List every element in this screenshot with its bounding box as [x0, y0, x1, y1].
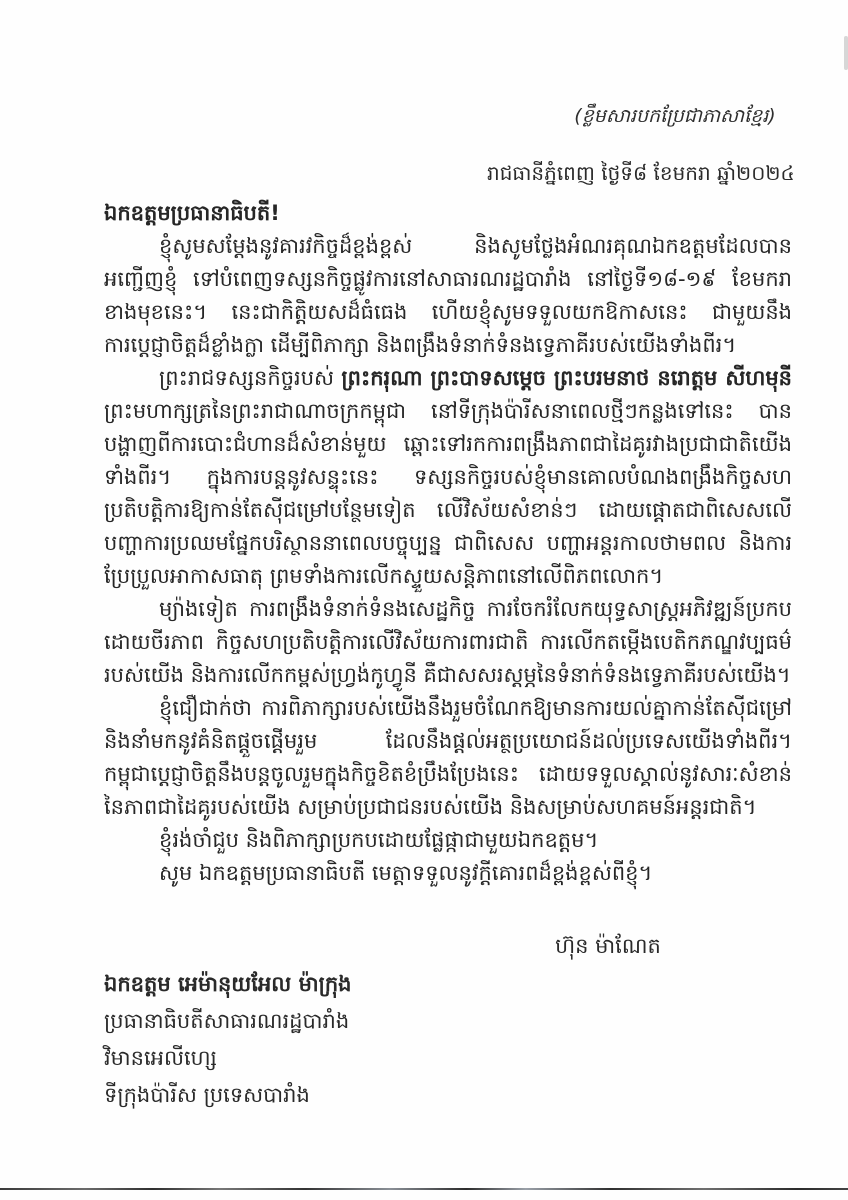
- paragraph-4-text: ខ្ញុំជឿជាក់ថា ការពិភាក្សារបស់យើងនឹងរួមចំណែកឱ្យមានការយល់គ្នាកាន់តែស៊ីជម្រៅ និងនាំមកនូវគំនិតផ្តួចផ្តើមរួម ដែលនឹងផ្តល់អត្ថប្រយោជន៍ដល់ប្រទេសយើងទាំងពីរ។ កម្ពុជាប្តេជ្ញាចិត្តនឹងបន្តចូលរួមក្នុងកិច្ចខិតខំប្រឹងប្រែងនេះ ដោយទទួលស្គាល់នូវសារៈសំខាន់នៃភាពជាដៃគូរបស់យើង សម្រាប់ប្រជាជនរបស់យើង និងសម្រាប់សហគមន៍អន្តរជាតិ។: [104, 696, 792, 819]
- paragraph-2-lead: ព្រះរាជទស្សនកិច្ចរបស់: [159, 366, 342, 390]
- signature-name: ហ៊ុន ម៉ាណែត: [555, 934, 661, 958]
- paragraph-6-text: សូម ឯកឧត្តមប្រធានាធិបតី មេត្តាទទួលនូវក្តីគោរពដ៏ខ្ពង់ខ្ពស់ពីខ្ញុំ។: [159, 861, 653, 885]
- royal-title-bold: ព្រះករុណា ព្រះបាទសម្តេច ព្រះបរមនាថ នរោត្តម សីហមុនី: [341, 366, 792, 390]
- letter-body: [104, 197, 792, 890]
- paragraph-4: [104, 692, 792, 824]
- paragraph-2: [104, 362, 792, 593]
- paragraph-3-text: ម្យ៉ាងទៀត ការពង្រឹងទំនាក់ទំនងសេដ្ឋកិច្ច ការចែករំលែកយុទ្ធសាស្ត្រអភិវឌ្ឍន៍ប្រកបដោយចីរភាព កិច្ចសហប្រតិបត្តិការលើវិស័យការពារជាតិ ការលើកតម្កើងបេតិកភណ្ឌវប្បធម៌របស់យើង និងការលើកកម្ពស់ហ្វ្រង់កូហ្វូនី គឺជាសសរស្តម្ភនៃទំនាក់ទំនងទ្វេភាគីរបស់យើង។: [104, 597, 792, 687]
- recipient-city: ទីក្រុងប៉ារីស ប្រទេសបារាំង: [104, 1083, 310, 1107]
- scan-bottom-line: [0, 1188, 848, 1190]
- recipient-name: ឯកឧត្តម អេម៉ានុយអែល ម៉ាក្រុង: [104, 972, 352, 996]
- paragraph-3: [104, 593, 792, 692]
- recipient-block: [104, 966, 352, 1114]
- paragraph-6: [104, 857, 792, 890]
- dateline: រាជធានីភ្នំពេញ ថ្ងៃទី៨ ខែមករា ឆ្នាំ២០២៤: [487, 161, 795, 185]
- paragraph-1-text: ខ្ញុំសូមសម្តែងនូវគារវកិច្ចដ៏ខ្ពង់ខ្ពស់ និងសូមថ្លែងអំណរគុណឯកឧត្តមដែលបានអញ្ជើញខ្ញុំ ទៅបំពេញទស្សនកិច្ចផ្លូវការនៅសាធារណរដ្ឋបារាំង នៅថ្ងៃទី១៨-១៩ ខែមករា ខាងមុខនេះ។ នេះជាកិត្តិយសដ៏ធំធេង ហើយខ្ញុំសូមទទួលយកឱកាសនេះ ជាមួយនឹងការប្តេជ្ញាចិត្តដ៏ខ្លាំងក្លា ដើម្បីពិភាក្សា និងពង្រឹងទំនាក់ទំនងទ្វេភាគីរបស់យើងទាំងពីរ។: [104, 234, 792, 357]
- recipient-title: ប្រធានាធិបតីសាធារណរដ្ឋបារាំង: [104, 1009, 350, 1033]
- translation-note: (ខ្លឹមសារបកប្រែជាភាសាខ្មែរ): [574, 105, 776, 127]
- recipient-palace: វិមានអេលីហ្សេ: [104, 1046, 217, 1070]
- paragraph-1: [104, 230, 792, 362]
- salutation: ឯកឧត្តមប្រធានាធិបតី!: [104, 201, 280, 225]
- paragraph-5: [104, 824, 792, 857]
- paragraph-5-text: ខ្ញុំរង់ចាំជួប និងពិភាក្សាប្រកបដោយផ្លែផ្កាជាមួយឯកឧត្តម។: [159, 828, 599, 852]
- paragraph-2-rest: ព្រះមហាក្សត្រនៃព្រះរាជាណាចក្រកម្ពុជា នៅទីក្រុងប៉ារីសនាពេលថ្មីៗកន្លងទៅនេះ បានបង្ហាញពីការបោះជំហានដ៏សំខាន់មួយ ឆ្ពោះទៅរកការពង្រឹងភាពជាដៃគូរវាងប្រជាជាតិយើងទាំងពីរ។ ក្នុងការបន្តនូវសន្ទុះនេះ ទស្សនកិច្ចរបស់ខ្ញុំមានគោលបំណងពង្រឹងកិច្ចសហប្រតិបត្តិការឱ្យកាន់តែស៊ីជម្រៅបន្ថែមទៀត លើវិស័យសំខាន់ៗ ដោយផ្តោតជាពិសេសលើបញ្ហាការប្រឈមផ្នែកបរិស្ថាននាពេលបច្ចុប្បន្ន ជាពិសេស បញ្ហាអន្តរកាលថាមពល និងការប្រែប្រួលអាកាសធាតុ ព្រមទាំងការលើកស្ទួយសន្តិភាពនៅលើពិភពលោក។: [104, 399, 792, 588]
- scan-edge-artifact: [844, 36, 848, 70]
